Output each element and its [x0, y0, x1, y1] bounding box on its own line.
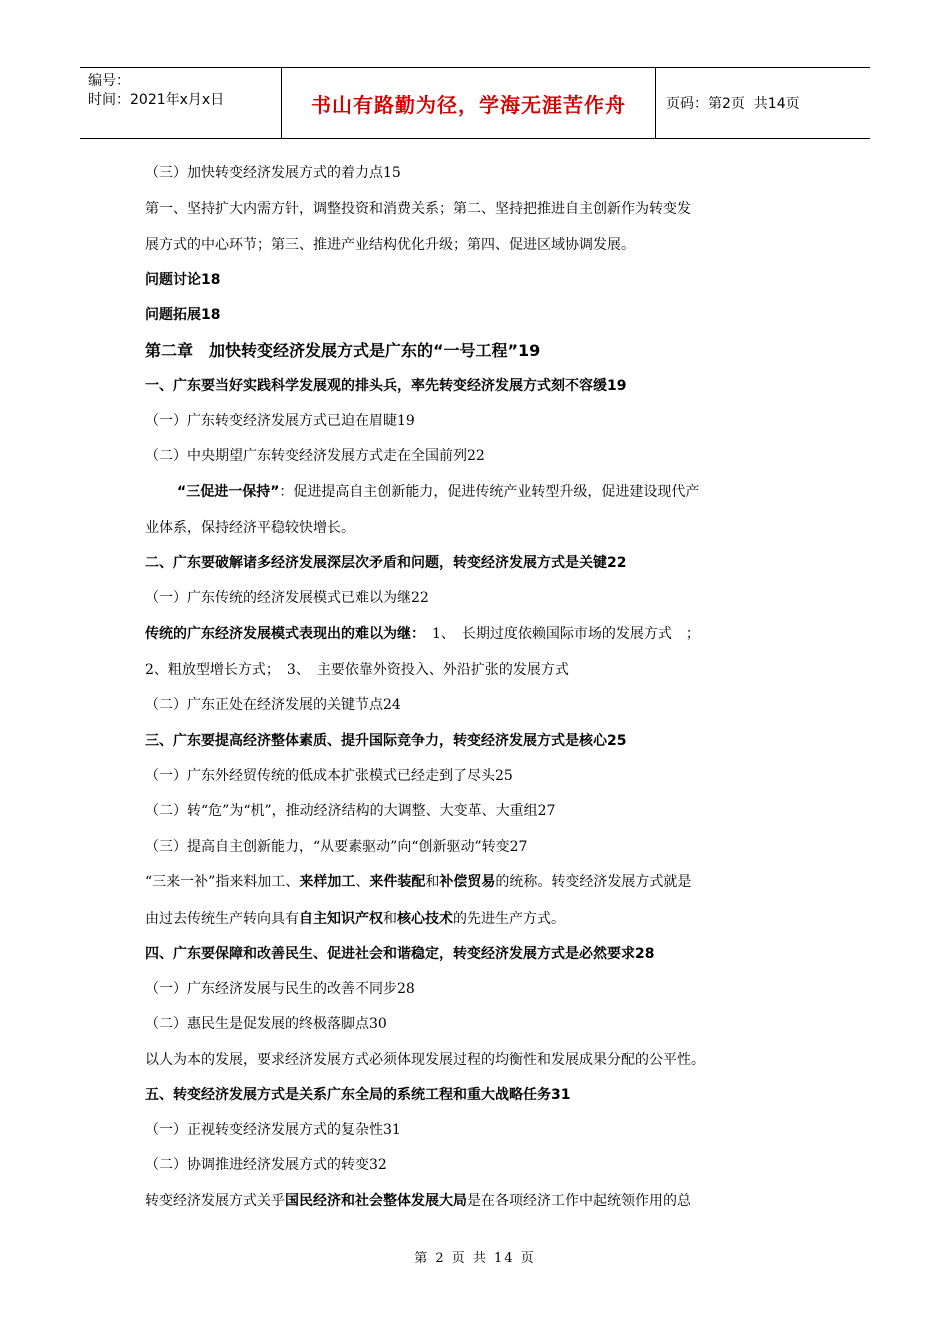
paragraph-text: 是在各项经济工作中起统领作用的总	[467, 1193, 691, 1209]
toc-entry: （二）广东正处在经济发展的关键节点24	[145, 697, 401, 713]
chapter-heading: 第二章 加快转变经济发展方式是广东的“一号工程”19	[145, 341, 541, 360]
body-paragraph-line	[145, 871, 691, 891]
emphasis-text: “三促进一保持”	[177, 484, 280, 500]
paragraph-text: “三来一补”指来料加工、	[145, 874, 300, 890]
paragraph-text: 转变经济发展方式关乎	[145, 1193, 285, 1209]
doc-number-label: 编号：	[88, 73, 130, 89]
toc-entry: （二）转“危”为“机”，推动经济结构的大调整、大变革、大重组27	[145, 803, 556, 819]
paragraph-text: 由过去传统生产转向具有	[145, 911, 299, 927]
toc-entry: （三）提高自主创新能力，“从要素驱动”向“创新驱动”转变27	[145, 839, 528, 855]
page-info-text: 页码：第2页 共14页	[666, 96, 800, 112]
body-paragraph-line	[145, 908, 565, 928]
doc-date: 时间：2021年x月x日	[88, 92, 225, 108]
toc-entry: （三）加快转变经济发展方式的着力点15	[145, 165, 401, 181]
paragraph-text: 和	[425, 874, 440, 890]
toc-entry: （二）协调推进经济发展方式的转变32	[145, 1157, 387, 1173]
toc-entry: （二）惠民生是促发展的终极落脚点30	[145, 1016, 387, 1032]
page-header	[80, 67, 870, 139]
header-page-info	[656, 68, 870, 138]
body-paragraph-line	[145, 1190, 691, 1210]
body-paragraph-line	[145, 623, 700, 643]
toc-entry: （一）正视转变经济发展方式的复杂性31	[145, 1122, 401, 1138]
emphasis-text: 国民经济和社会整体发展大局	[285, 1193, 467, 1209]
toc-entry: （一）广东转变经济发展方式已迫在眉睫19	[145, 413, 415, 429]
paragraph-text: 1、 长期过度依赖国际市场的发展方式 ；	[418, 626, 700, 642]
toc-entry: （一）广东传统的经济发展模式已难以为继22	[145, 590, 429, 606]
body-paragraph-line: 第一、坚持扩大内需方针，调整投资和消费关系；第二、坚持把推进自主创新作为转变发	[145, 201, 691, 217]
emphasis-text: 补偿贸易	[439, 874, 496, 890]
header-meta	[80, 68, 282, 138]
section-heading: 二、广东要破解诸多经济发展深层次矛盾和问题，转变经济发展方式是关键22	[145, 555, 627, 571]
toc-heading: 问题拓展18	[145, 307, 221, 323]
body-paragraph-line: 业体系，保持经济平稳较快增长。	[145, 520, 355, 536]
toc-entry: （二）中央期望广东转变经济发展方式走在全国前列22	[145, 448, 485, 464]
emphasis-text: 核心技术	[397, 911, 453, 927]
toc-entry: （一）广东外经贸传统的低成本扩张模式已经走到了尽头25	[145, 768, 513, 784]
body-paragraph-line: 2、粗放型增长方式； 3、 主要依靠外资投入、外沿扩张的发展方式	[145, 662, 569, 678]
emphasis-text: 传统的广东经济发展模式表现出的难以为继：	[145, 626, 418, 642]
paragraph-text: 的先进生产方式。	[453, 911, 565, 927]
section-heading: 五、转变经济发展方式是关系广东全局的系统工程和重大战略任务31	[145, 1087, 571, 1103]
emphasis-text: 自主知识产权	[299, 911, 383, 927]
toc-heading: 问题讨论18	[145, 272, 221, 288]
body-paragraph-line: 以人为本的发展，要求经济发展方式必须体现发展过程的均衡性和发展成果分配的公平性。	[145, 1052, 705, 1068]
section-heading: 一、广东要当好实践科学发展观的排头兵，率先转变经济发展方式刻不容缓19	[145, 378, 627, 394]
emphasis-text: 来样加工	[299, 874, 356, 890]
emphasis-text: 来件装配	[369, 874, 426, 890]
page-footer: 第 2 页 共 14 页	[414, 1251, 536, 1266]
paragraph-text: ：促进提高自主创新能力，促进传统产业转型升级，促进建设现代产	[279, 484, 700, 500]
paragraph-text: 和	[383, 911, 397, 927]
body-paragraph-line	[145, 481, 699, 501]
paragraph-text: 、	[355, 874, 370, 890]
header-motto: 书山有路勤为径，学海无涯苦作舟	[282, 68, 656, 138]
paragraph-text: 的统称。转变经济发展方式就是	[495, 874, 692, 890]
body-paragraph-line: 展方式的中心环节；第三、推进产业结构优化升级；第四、促进区域协调发展。	[145, 237, 635, 253]
section-heading: 四、广东要保障和改善民生、促进社会和谐稳定，转变经济发展方式是必然要求28	[145, 946, 655, 962]
toc-entry: （一）广东经济发展与民生的改善不同步28	[145, 981, 415, 997]
section-heading: 三、广东要提高经济整体素质、提升国际竞争力，转变经济发展方式是核心25	[145, 733, 627, 749]
